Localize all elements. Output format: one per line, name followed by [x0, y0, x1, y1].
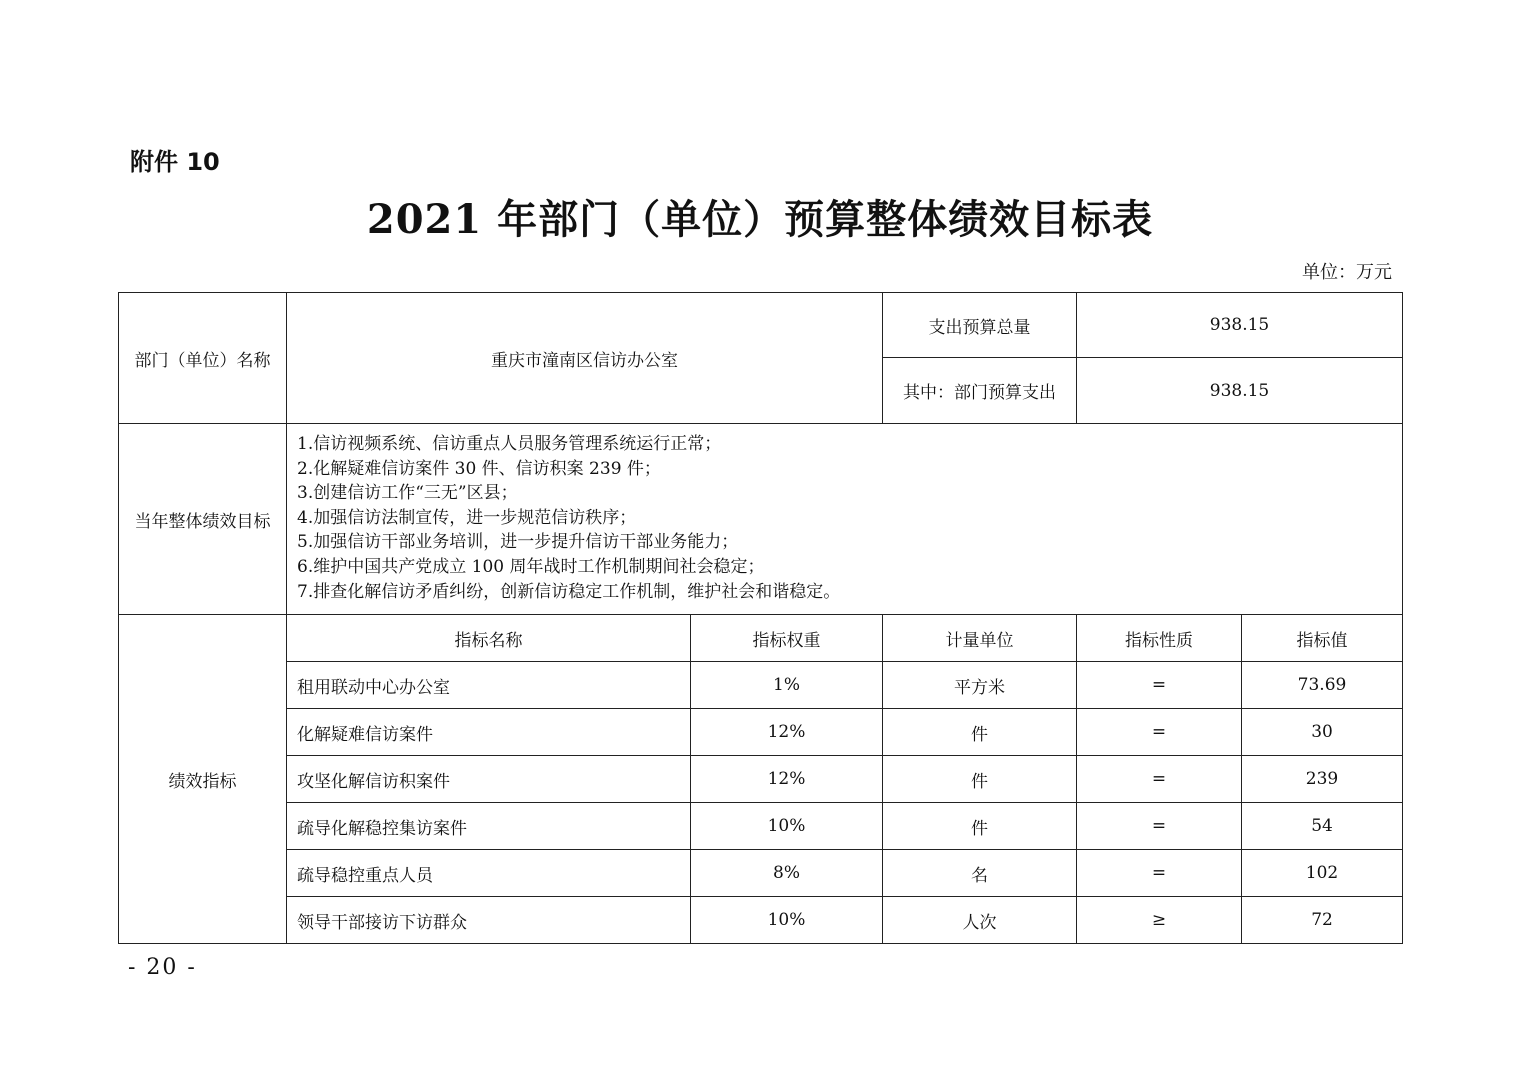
total-budget-value: 938.15 — [1077, 293, 1403, 358]
indicator-unit: 件 — [883, 709, 1077, 756]
indicator-name: 化解疑难信访案件 — [287, 709, 691, 756]
page-title: 2021 年部门（单位）预算整体绩效目标表 — [366, 196, 1154, 243]
goal-item: 2.化解疑难信访案件 30 件、信访积案 239 件； — [297, 458, 661, 479]
indicator-name: 领导干部接访下访群众 — [287, 897, 691, 944]
indicator-weight: 8% — [691, 850, 883, 897]
header-nature: 指标性质 — [1077, 615, 1242, 662]
indicator-value: 102 — [1242, 850, 1403, 897]
indicator-value: 54 — [1242, 803, 1403, 850]
indicator-name: 租用联动中心办公室 — [287, 662, 691, 709]
indicator-value: 30 — [1242, 709, 1403, 756]
indicators-label: 绩效指标 — [119, 615, 287, 944]
indicator-nature: = — [1077, 756, 1242, 803]
indicator-nature: ≥ — [1077, 897, 1242, 944]
dept-budget-value: 938.15 — [1077, 358, 1403, 424]
indicator-name: 攻坚化解信访积案件 — [287, 756, 691, 803]
indicator-value: 239 — [1242, 756, 1403, 803]
indicator-weight: 1% — [691, 662, 883, 709]
page-number: - 20 - — [128, 955, 197, 980]
header-weight: 指标权重 — [691, 615, 883, 662]
header-indicator-name: 指标名称 — [287, 615, 691, 662]
table-row — [119, 803, 1403, 850]
goal-item: 3.创建信访工作“三无”区县； — [297, 483, 518, 504]
indicator-weight: 10% — [691, 803, 883, 850]
indicator-name: 疏导化解稳控集访案件 — [287, 803, 691, 850]
table-row — [119, 709, 1403, 756]
attachment-label: 附件 10 — [130, 148, 220, 176]
indicator-value: 73.69 — [1242, 662, 1403, 709]
unit-label: 单位：万元 — [1302, 262, 1392, 283]
table-row — [119, 662, 1403, 709]
dept-budget-label: 其中：部门预算支出 — [883, 358, 1077, 424]
indicator-name: 疏导稳控重点人员 — [287, 850, 691, 897]
goal-item: 4.加强信访法制宣传，进一步规范信访秩序； — [297, 507, 637, 528]
indicator-weight: 12% — [691, 709, 883, 756]
goal-item: 6.维护中国共产党成立 100 周年战时工作机制期间社会稳定； — [297, 556, 765, 577]
goal-item: 5.加强信访干部业务培训，进一步提升信访干部业务能力； — [297, 532, 739, 553]
goals-list — [287, 424, 1403, 615]
indicator-unit: 件 — [883, 803, 1077, 850]
indicator-unit: 件 — [883, 756, 1077, 803]
header-value: 指标值 — [1242, 615, 1403, 662]
header-unit: 计量单位 — [883, 615, 1077, 662]
indicator-unit: 名 — [883, 850, 1077, 897]
indicator-nature: = — [1077, 662, 1242, 709]
table-row — [119, 756, 1403, 803]
indicator-weight: 12% — [691, 756, 883, 803]
table-row — [119, 850, 1403, 897]
goals-label: 当年整体绩效目标 — [119, 424, 287, 615]
indicator-value: 72 — [1242, 897, 1403, 944]
indicator-unit: 平方米 — [883, 662, 1077, 709]
performance-table — [118, 292, 1403, 944]
total-budget-label: 支出预算总量 — [883, 293, 1077, 358]
indicator-nature: = — [1077, 850, 1242, 897]
goal-item: 7.排查化解信访矛盾纠纷，创新信访稳定工作机制，维护社会和谐稳定。 — [297, 581, 841, 602]
dept-name-value: 重庆市潼南区信访办公室 — [287, 293, 883, 424]
goal-item: 1.信访视频系统、信访重点人员服务管理系统运行正常； — [297, 434, 722, 454]
indicator-unit: 人次 — [883, 897, 1077, 944]
table-row — [119, 897, 1403, 944]
indicator-nature: = — [1077, 803, 1242, 850]
indicator-weight: 10% — [691, 897, 883, 944]
dept-name-label: 部门（单位）名称 — [119, 293, 287, 424]
indicator-nature: = — [1077, 709, 1242, 756]
